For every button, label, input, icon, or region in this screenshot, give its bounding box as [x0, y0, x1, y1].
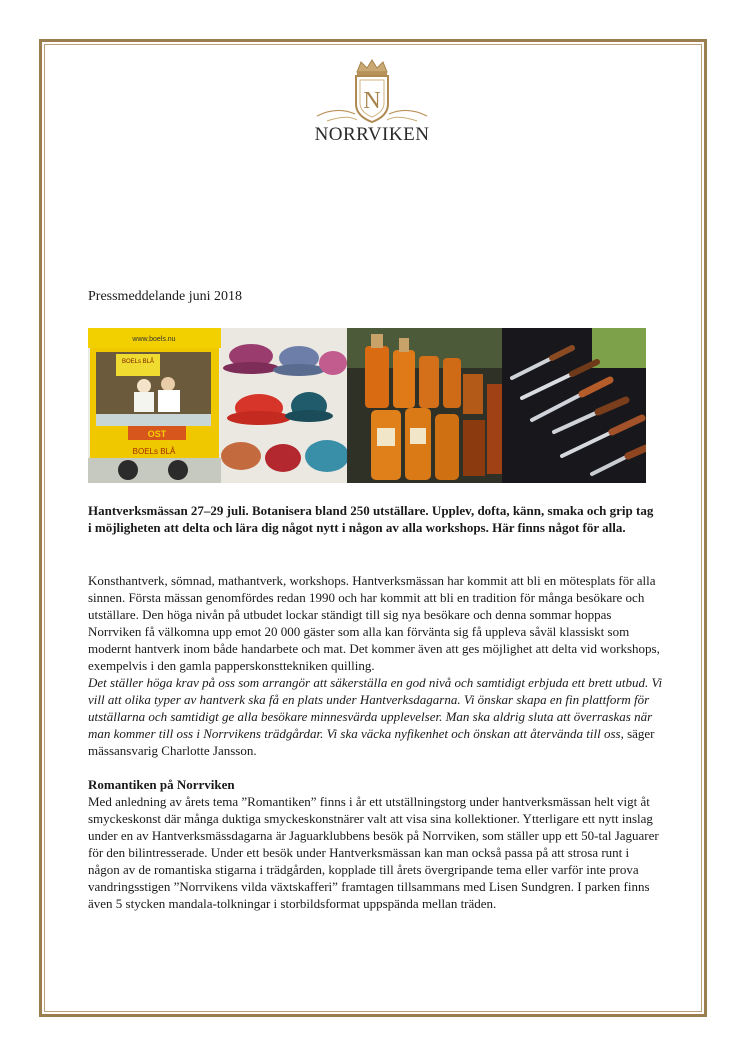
svg-text:N: N: [363, 88, 381, 114]
svg-text:BOELs BLÅ: BOELs BLÅ: [132, 447, 176, 456]
norrviken-logo: [300, 58, 444, 148]
section-heading: Romantiken på Norrviken: [88, 777, 235, 792]
bottles-photo: [347, 328, 502, 483]
quote-text: Det ställer höga krav på oss som arrangör att säkerställa en god nivå och samtidigt erbjuda ett brett utbud. Vi vill att olika typer av hantverk ska få en plats under Hantverksdagarna. Vi önskar skapa en fin plattform för utställarna och samtidigt ge alla besökare minnesvärda upplevelser. Man ska aldrig sluta att överraskas när man kommer till oss i Norrvikens trädgårdar. Vi ska väcka nyfikenhet och önskan att återvända till oss,: [88, 675, 663, 741]
quote-attribution: säger mässansvarig Charlotte Jansson.: [88, 726, 655, 758]
article-body: [88, 572, 663, 912]
quote-paragraph: [88, 674, 663, 759]
crest-icon: [307, 58, 437, 126]
svg-text:www.boels.nu: www.boels.nu: [132, 336, 176, 343]
press-release-date: Pressmeddelande juni 2018: [88, 289, 242, 304]
photo-strip: [88, 328, 646, 483]
cheese-stall-photo: [88, 328, 221, 483]
svg-text:BOELs BLÅ: BOELs BLÅ: [121, 359, 155, 365]
hats-photo: [221, 328, 347, 483]
paragraph-romantiken: Med anledning av årets tema ”Romantiken” finns i år ett utställningstorg under hantverksmässan helt vigt åt smyckeskonst där många duktiga smyckeskonstnärer valt att visa sina kollektioner. Ytterligare ett nytt inslag under en av Hantverksmässdagarna är Jaguarklubbens besök på Norrviken, som ställer upp ett 50-tal Jaguarer för den bilintresserade. Under ett besök under Hantverksmässan kan man också passa på att strosa runt i någon av de romantiska stigarna i trädgården, kopplade till årets övergripande tema eller varför inte prova vandringsstigen ”Norrvikens vilda växtskafferi” framtagen tillsammans med Lisen Sundgren. I parken finns även 5 stycken mandala-tolkningar i storbildsformat uppspända mellan träden.: [88, 794, 659, 911]
paragraph-intro: Konsthantverk, sömnad, mathantverk, workshops. Hantverksmässan har kommit att bli en mötesplats för alla sinnen. Första mässan genomfördes redan 1990 och har kommit att bli en tradition för många besökare och utställare. Den höga nivån på utbudet lockar ständigt till sig nya besökare och denna sommar hoppas Norrviken få välkomna upp emot 20 000 gäster som alla kan förvänta sig få uppleva såväl klassiskt som modernt hantverk inom både handarbete och mat. Det kommer även att ges möjlighet att delta vid workshops, exempelvis i den gamla papperskonsttekniken quilling.: [88, 573, 660, 673]
logo-wordmark: NORRVIKEN: [314, 124, 430, 145]
knives-photo: [502, 328, 646, 483]
svg-text:OST: OST: [147, 429, 167, 439]
lead-paragraph: Hantverksmässan 27–29 juli. Botanisera bland 250 utställare. Upplev, dofta, känn, smaka och grip tag i möjligheten att delta och lära dig något nytt i någon av alla workshops. Här finns något för alla.: [88, 503, 654, 535]
